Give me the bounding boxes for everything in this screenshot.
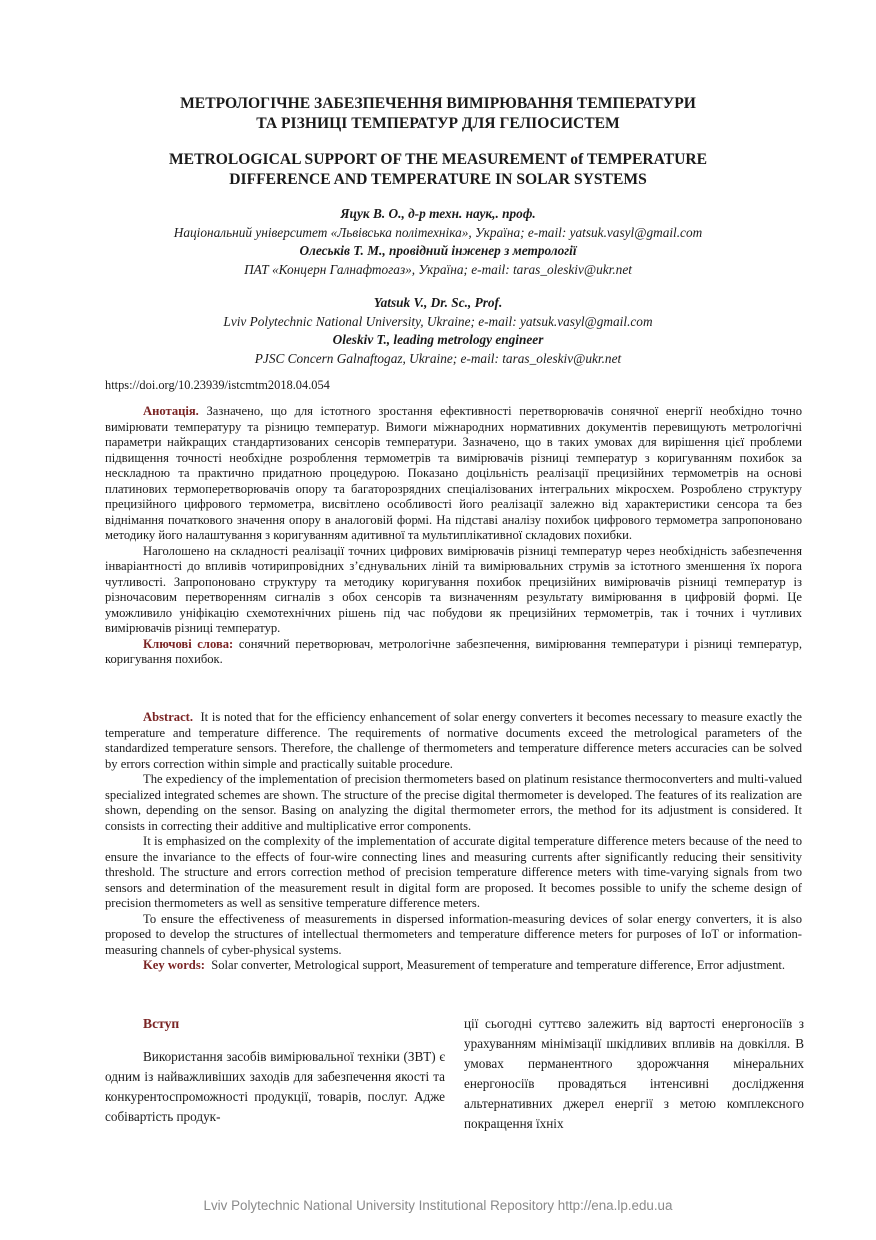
author1-en: Yatsuk V., Dr. Sc., Prof.	[373, 295, 503, 310]
author2-en: Oleskiv T., leading metrology engineer	[332, 332, 544, 347]
affiliation2-en: PJSC Concern Galnaftogaz, Ukraine; e-mail: taras_oleskiv@ukr.net	[254, 350, 622, 366]
doi-link[interactable]: https://doi.org/10.23939/istcmtm2018.04.054	[105, 378, 330, 392]
title-en-line-2: DIFFERENCE AND TEMPERATURE IN SOLAR SYSTEMS	[229, 171, 647, 188]
keywords-en-label: Key words:	[143, 958, 205, 972]
abstract-label: Abstract.	[143, 710, 194, 724]
title-uk-line-2: ТА РІЗНИЦІ ТЕМПЕРАТУР ДЛЯ ГЕЛІОСИСТЕМ	[256, 115, 620, 132]
authors-en	[100, 294, 776, 368]
repository-footer: Lviv Polytechnic National University Institutional Repository http://ena.lp.edu.ua	[203, 1198, 673, 1213]
title-en-line-1: METROLOGICAL SUPPORT OF THE MEASUREMENT of TEMPERATURE	[168, 151, 708, 168]
keywords-uk: сонячний перетворювач, метрологічне забезпечення, вимірювання температури і різниці температур, коригування похибок.	[105, 636, 803, 666]
intro-right-column	[464, 1014, 804, 1134]
authors-uk	[100, 205, 776, 279]
keywords-uk-label: Ключові слова:	[143, 636, 234, 651]
affiliation2-uk: ПАТ «Концерн Галнафтогаз», Україна; e-mail: taras_oleskiv@ukr.net	[244, 261, 632, 277]
affiliation1-en: Lviv Polytechnic National University, Ukraine; e-mail: yatsuk.vasyl@gmail.com	[223, 313, 653, 329]
affiliation1-uk: Національний університет «Львівська політехніка», Україна; e-mail: yatsuk.vasyl@gmail.com	[173, 224, 703, 240]
intro-left-column	[105, 1014, 445, 1127]
annotation-uk	[105, 404, 802, 668]
keywords-en: Solar converter, Metrological support, Measurement of temperature and temperature difference, Error adjustment.	[211, 958, 786, 972]
abstract-p4: To ensure the effectiveness of measurements in dispersed information-measuring devices of solar energy converters, it is also proposed to develop the structures of intellectual thermometers and temperature difference meters for purposes of IoT or information-measuring channels of cyber-physical systems.	[105, 911, 802, 957]
title-uk-line-1: МЕТРОЛОГІЧНЕ ЗАБЕЗПЕЧЕННЯ ВИМІРЮВАННЯ ТЕМПЕРАТУРИ	[180, 95, 696, 112]
abstract-p1: It is noted that for the efficiency enhancement of solar energy converters it becomes necessary to measure exactly the temperature and temperature difference. The requirements of normative documents exceed the metrological parameters of the standardized temperature sensors. Therefore, the challenge of thermometers and temperature difference meters accuracies can be solved by errors correction within simple and practically suitable procedure.	[105, 710, 803, 771]
author1-uk: Яцук В. О., д-р техн. наук,. проф.	[340, 206, 536, 221]
title-uk	[100, 94, 776, 134]
intro-paragraph-continued: ції сьогодні суттєво залежить від вартості енергоносіїв з урахуванням мінімізації шкідливих впливів на довкілля. В умовах перманентного здорожчання мінеральних енергоносіїв провадяться інтенсивні дослідження альтернативних джерел енергії з метою комплексного покращення їхніх	[464, 1016, 804, 1131]
intro-paragraph: Використання засобів вимірювальної техніки (ЗВТ) є одним із найважливіших заходів для забезпечення якості та конкурентоспроможності продукції, товарів, послуг. Адже собівартість продук-	[105, 1049, 445, 1124]
annotation-p2: Наголошено на складності реалізації точних цифрових вимірювачів різниці температур через необхідність забезпечення інваріантності до впливів чотирипровідних з’єднувальних ліній та вимірювальних струмів за істотного зменшення їх порога чутливості. Запропоновано структуру та методику коригування похибок прецизійних вимірювачів різниці температур із різночасовим перетворенням сигналів з обох сенсорів та визначенням результату вимірювання в цифровій формі. Це уможливило уніфікацію схемотехнічних рішень під час побудови як прецизійних термометрів, так і точних і чутливих вимірювачів різниці температур.	[105, 543, 802, 635]
author2-uk: Олеськів Т. М., провідний інженер з метрології	[299, 243, 577, 258]
annotation-label: Анотація.	[143, 404, 199, 418]
title-en	[100, 150, 776, 190]
intro-heading: Вступ	[143, 1016, 180, 1031]
abstract-en	[105, 710, 802, 974]
annotation-p1: Зазначено, що для істотного зростання ефективності перетворювачів сонячної енергії необхідно точно вимірювати температуру та різницю температур. Вимоги міжнародних нормативних документів перевищують метрологічні параметри найкращих стандартизованих сенсорів температури. Зазначено, що в таких умовах для вирішення цієї проблеми підвищення точності необхідне розроблення термометрів та вимірювачів різниці температур з коригуванням похибок за нескладною та практично придатною процедурою. Показано доцільність реалізації прецизійних термометрів на основі платинових термоперетворювачів опору та багаторозрядних спеціалізованих інтегральних мікросхем. Розроблено структуру прецизійного цифрового термометра, висвітлено особливості його реалізації залежно від характеристики сенсора та без віднімання початкового значення опору в аналоговій формі. На підставі аналізу похибок цифрового термометра запропоновано методику його налаштування з коригуванням адитивної та мультиплікативної складових похибки.	[105, 404, 802, 542]
abstract-p2: The expediency of the implementation of precision thermometers based on platinum resistance thermoconverters and multi-valued specialized integrated schemes are shown. The structure of the precise digital thermometer is developed. The features of its realization are shown, depending on the sensor. Basing on analyzing the digital thermometer errors, the method for its adjustment is considered. It consists in correcting their additive and multiplicative error components.	[105, 772, 802, 833]
abstract-p3: It is emphasized on the complexity of the implementation of accurate digital temperature difference meters because of the need to ensure the invariance to the effects of four-wire connecting lines and measuring currents after significantly reducing their sensitivity threshold. The structure and errors correction method of precision temperature difference meters with time-varying signals from two sensors and determination of the measurement result in digital form are proposed. It becomes possible to unify the scheme design of precision thermometers as well as sensitive temperature difference meters.	[105, 834, 802, 910]
